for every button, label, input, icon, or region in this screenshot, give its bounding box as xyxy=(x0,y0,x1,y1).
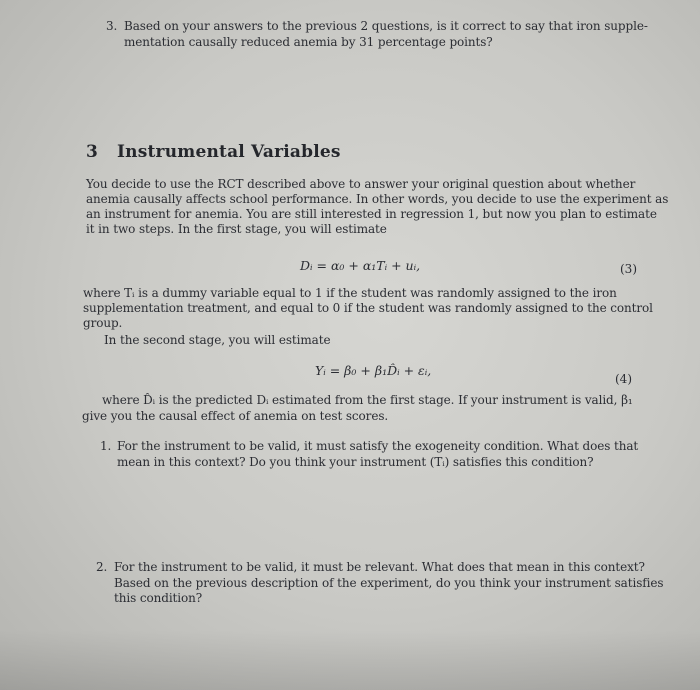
question-2-line-2: Based on the previous description of the experiment, do you think your instrument satisfies xyxy=(114,576,664,590)
question-2-number: 2. xyxy=(96,560,108,574)
equation-4: Yᵢ = β₀ + β₁D̂ᵢ + εᵢ, xyxy=(315,363,432,378)
where-1-line-2: supplementation treatment, and equal to 0 if the student was randomly assigned to the control xyxy=(83,301,653,315)
where-2-line-2: give you the causal effect of anemia on test scores. xyxy=(82,409,389,423)
section-title: Instrumental Variables xyxy=(117,142,341,162)
prev-question-line-2: mentation causally reduced anemia by 31 percentage points? xyxy=(124,35,493,49)
question-1-line-1: For the instrument to be valid, it must satisfy the exogeneity condition. What does that xyxy=(117,439,639,453)
question-1-line-2: mean in this context? Do you think your instrument (Tᵢ) satisfies this condition? xyxy=(117,455,594,469)
second-stage-text: In the second stage, you will estimate xyxy=(104,333,331,347)
where-1-line-1: where Tᵢ is a dummy variable equal to 1 if the student was randomly assigned to the iron xyxy=(83,286,617,300)
photo-shadow xyxy=(0,630,700,690)
where-1-line-3: group. xyxy=(83,316,123,330)
equation-3: Dᵢ = α₀ + α₁Tᵢ + uᵢ, xyxy=(300,258,421,273)
prev-question-line-1: Based on your answers to the previous 2 questions, is it correct to say that iron supple- xyxy=(124,19,648,33)
section-number: 3 xyxy=(86,142,99,162)
intro-line-4: it in two steps. In the first stage, you will estimate xyxy=(86,222,387,236)
intro-line-2: anemia causally affects school performance. In other words, you decide to use the experiment as xyxy=(86,192,669,206)
equation-3-number: (3) xyxy=(620,262,637,276)
question-1-number: 1. xyxy=(100,439,112,453)
where-2-line-1: where D̂ᵢ is the predicted Dᵢ estimated from the first stage. If your instrument is valid, β₁ xyxy=(102,393,633,407)
question-2-line-1: For the instrument to be valid, it must be relevant. What does that mean in this context? xyxy=(114,560,645,574)
equation-4-number: (4) xyxy=(615,372,632,386)
intro-line-3: an instrument for anemia. You are still interested in regression 1, but now you plan to estimate xyxy=(86,207,657,221)
intro-line-1: You decide to use the RCT described above to answer your original question about whether xyxy=(86,177,636,191)
prev-question-number: 3. xyxy=(106,19,118,33)
question-2-line-3: this condition? xyxy=(114,591,203,605)
